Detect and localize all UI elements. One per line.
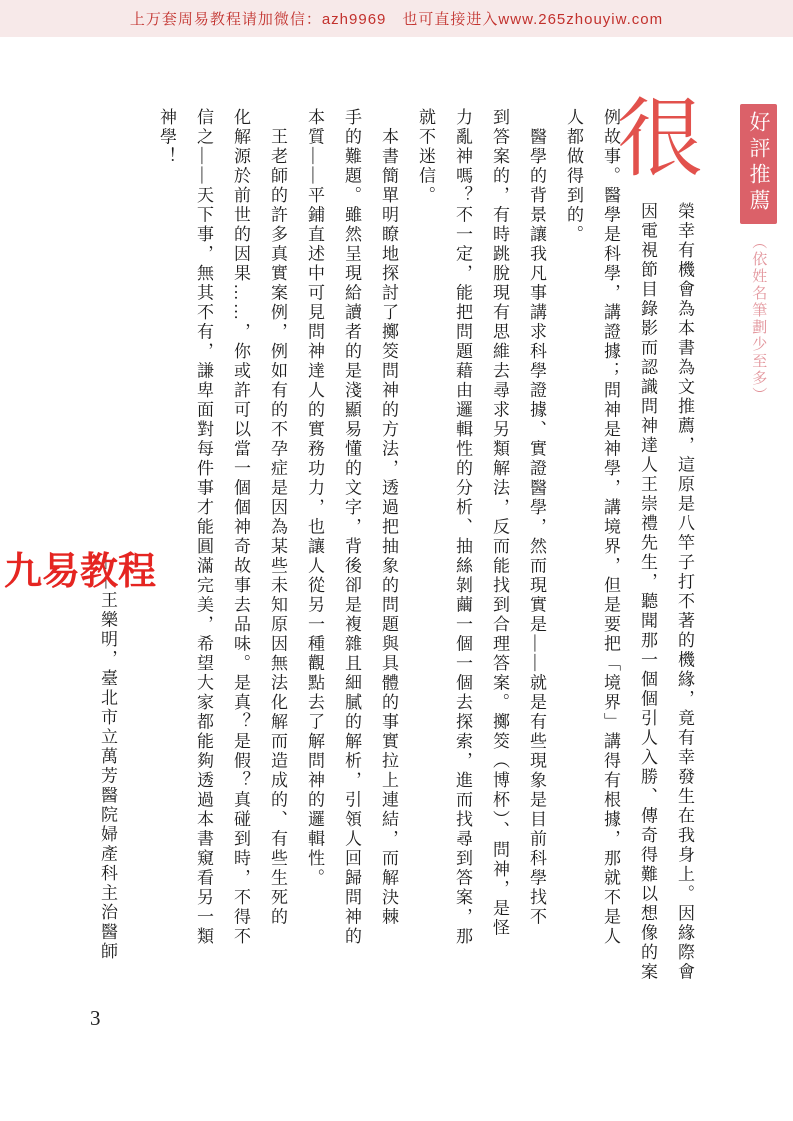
watermark: 九易教程 xyxy=(4,551,157,593)
recommendation-header xyxy=(740,104,777,404)
promo-banner-text: 上万套周易教程请加微信：azh9969 也可直接进入www.265zhouyiw.com xyxy=(129,11,664,28)
text-column: 本質——平鋪直述中可見問神達人的實務功力，也讓人從另一種觀點去了解問神的邏輯性。 xyxy=(305,108,324,888)
text-column: 就不迷信。 xyxy=(416,108,435,206)
text-column: 化解源於前世的因果……，你或許可以當一個個神奇故事去品味。是真？是假？真碰到時，不得不 xyxy=(231,108,250,947)
text-column: 本書簡單明瞭地探討了擲筊問神的方法，透過把抽象的問題與具體的事實拉上連結，而解決棘 xyxy=(379,108,398,927)
text-column: 手的難題。雖然呈現給讀者的是淺顯易懂的文字，背後卻是複雜且細膩的解析，引領人回歸問神的 xyxy=(342,108,361,947)
text-column: 神學！ xyxy=(157,108,176,167)
text-column: 因電視節目錄影而認識問神達人王崇禮先生，聽聞那一個個引人入勝、傳奇得難以想像的案 xyxy=(638,202,657,982)
signature-line: ——王樂明，臺北市立萬芳醫院婦產科主治醫師 xyxy=(98,552,117,962)
page-number: 3 xyxy=(90,1006,101,1030)
promo-banner xyxy=(0,0,793,37)
text-column: 醫學的背景讓我凡事講求科學證據、實證醫學，然而現實是——就是有些現象是目前科學找不 xyxy=(527,108,546,927)
text-column: 到答案的，有時跳脫現有思維去尋求另類解法，反而能找到合理答案。擲筊（博杯）、問神，是怪 xyxy=(490,108,509,938)
text-column: 力亂神嗎？不一定，能把問題藉由邏輯性的分析、抽絲剝繭一個一個去探索，進而找尋到答案，那 xyxy=(453,108,472,947)
praise-badge: 好評推薦 xyxy=(740,104,777,224)
text-column: 人都做得到的。 xyxy=(564,108,583,245)
text-column: 榮幸有機會為本書為文推薦，這原是八竿子打不著的機緣，竟有幸發生在我身上。因緣際會 xyxy=(675,202,694,982)
dropcap-character: 很 xyxy=(617,91,703,187)
praise-badge-note: （依姓名筆劃少至多） xyxy=(750,234,767,404)
article-body xyxy=(138,108,693,992)
text-column: 例故事。醫學是科學，講證據；問神是神學，講境界，但是要把「境界」講得有根據，那就不是人 xyxy=(601,108,620,947)
text-column: 王老師的許多真實案例，例如有的不孕症是因為某些未知原因無法化解而造成的、有些生死的 xyxy=(268,108,287,927)
text-column: 信之——天下事，無其不有，謙卑面對每件事才能圓滿完美，希望大家都能夠透過本書窺看另一類 xyxy=(194,108,213,947)
